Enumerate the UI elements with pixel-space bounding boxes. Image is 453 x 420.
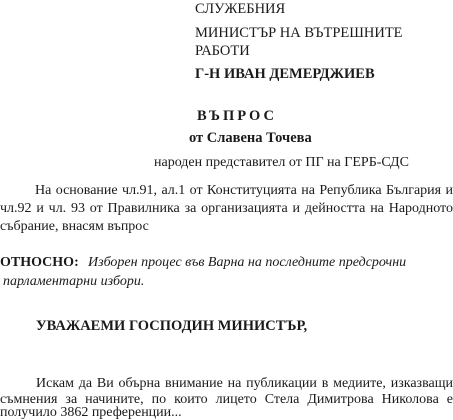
body2-line-1: Искам да Ви обърна внимание на публикации в медиите, изказващи — [36, 376, 453, 391]
document-title: ВЪПРОС — [197, 108, 277, 124]
addressee-name: Г-Н ИВАН ДЕМЕРДЖИЕВ — [195, 66, 375, 82]
addressee-line-1: СЛУЖЕБНИЯ — [195, 1, 286, 17]
body-paragraph-line-3: събрание, внасям въпрос — [0, 219, 149, 234]
salutation: УВАЖАЕМИ ГОСПОДИН МИНИСТЪР, — [36, 318, 308, 334]
regarding-text-line-2: парламентарни избори. — [3, 274, 145, 289]
regarding-label: ОТНОСНО: — [0, 255, 79, 270]
body2-line-2: съмнения за начините, по които лицето Стела Димитрова Николова е — [0, 392, 453, 407]
author-role: народен представител от ПГ на ГЕРБ-СДС — [154, 155, 409, 170]
author-line: от Славена Точева — [189, 130, 312, 146]
addressee-line-3: РАБОТИ — [195, 43, 250, 59]
regarding-text-line-1: Изборен процес във Варна на последните предсрочни — [88, 255, 407, 270]
body-paragraph-line-1: На основание чл.91, ал.1 от Конституцията на Република България и — [35, 183, 453, 198]
addressee-line-2: МИНИСТЪР НА ВЪТРЕШНИТЕ — [195, 25, 403, 41]
body2-line-3: получило 3862 преференции... — [0, 405, 182, 420]
body-paragraph-line-2: чл.92 и чл. 93 от Правилника за организацията и дейността на Народното — [0, 201, 453, 216]
